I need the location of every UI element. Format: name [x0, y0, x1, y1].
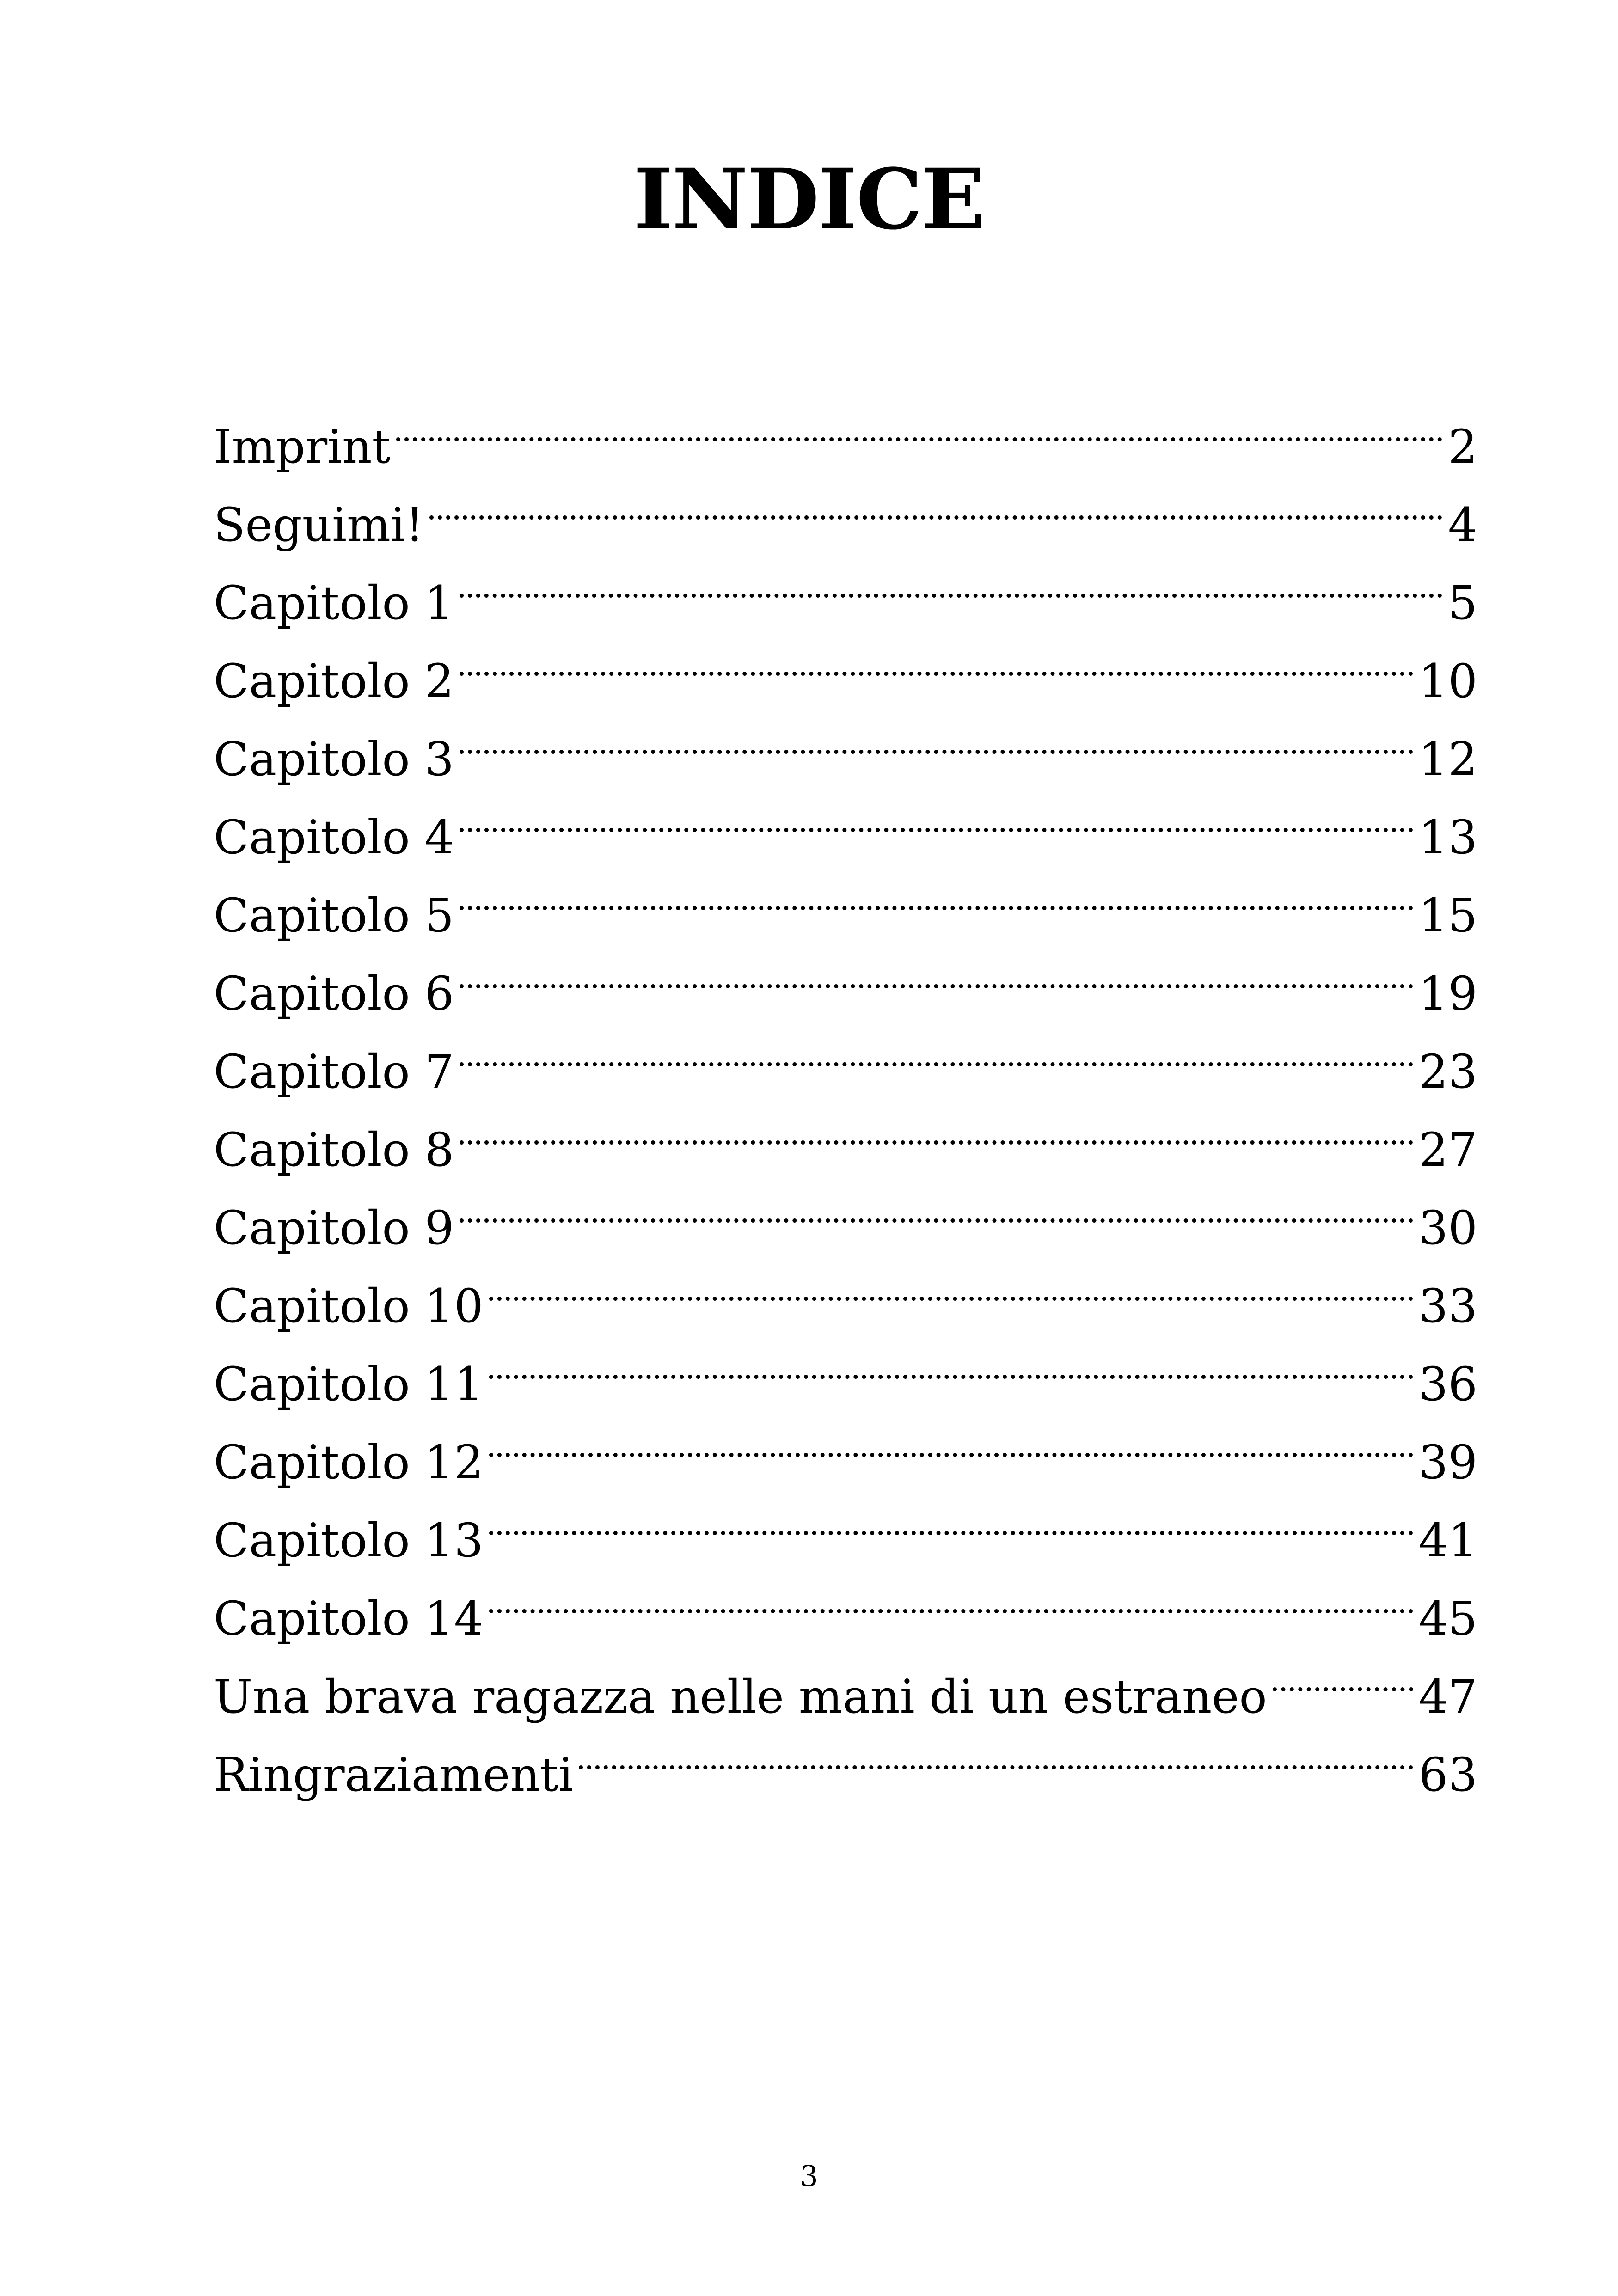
dot-leader — [396, 385, 1443, 463]
dot-leader — [460, 697, 1413, 775]
toc-entry-label: Capitolo 14 — [214, 1592, 484, 1646]
dot-leader — [460, 1088, 1413, 1166]
toc-entry-page: 63 — [1418, 1748, 1477, 1802]
toc-entry-page: 23 — [1418, 1045, 1477, 1099]
toc-entry-label: Capitolo 5 — [214, 888, 454, 943]
toc-entry-label: Capitolo 4 — [214, 810, 454, 864]
dot-leader — [460, 931, 1413, 1010]
toc-entry-label: Seguimi! — [214, 498, 424, 552]
toc-entry-page: 15 — [1418, 888, 1477, 943]
dot-leader — [489, 1478, 1413, 1556]
toc-entry-label: Capitolo 10 — [214, 1279, 484, 1333]
toc-entry-page: 12 — [1418, 732, 1477, 786]
dot-leader — [429, 463, 1442, 541]
toc-entry-label: Capitolo 12 — [214, 1435, 484, 1489]
dot-leader — [460, 1010, 1413, 1088]
toc-entry-label: Capitolo 9 — [214, 1201, 454, 1255]
dot-leader — [489, 1244, 1413, 1322]
toc-entry-label: Capitolo 7 — [214, 1045, 454, 1099]
dot-leader — [579, 1713, 1413, 1791]
toc-entry-page: 45 — [1418, 1592, 1477, 1646]
dot-leader — [489, 1400, 1413, 1478]
toc-entry-label: Capitolo 11 — [214, 1357, 484, 1411]
table-of-contents — [214, 385, 1477, 1802]
toc-entry-page: 36 — [1418, 1357, 1477, 1411]
dot-leader — [489, 1322, 1413, 1400]
toc-entry-label: Capitolo 13 — [214, 1513, 484, 1567]
dot-leader — [1273, 1635, 1413, 1713]
page-number: 3 — [800, 2159, 818, 2193]
toc-entry-page: 4 — [1448, 498, 1477, 552]
dot-leader — [460, 1166, 1413, 1244]
toc-entry-page: 2 — [1448, 420, 1477, 474]
toc-entry-label: Capitolo 8 — [214, 1123, 454, 1177]
toc-entry[interactable] — [214, 385, 1477, 474]
toc-entry-page: 19 — [1418, 967, 1477, 1021]
toc-entry-label: Capitolo 1 — [214, 576, 454, 630]
toc-entry-page: 10 — [1418, 654, 1477, 708]
dot-leader — [460, 775, 1413, 853]
toc-entry-page: 27 — [1418, 1123, 1477, 1177]
toc-entry-label: Una brava ragazza nelle mani di un estraneo — [214, 1670, 1267, 1724]
toc-entry-label: Capitolo 3 — [214, 732, 454, 786]
dot-leader — [460, 541, 1442, 619]
toc-entry-page: 5 — [1448, 576, 1477, 630]
toc-entry[interactable] — [214, 463, 1477, 552]
page-title: INDICE — [634, 151, 984, 248]
toc-entry-page: 47 — [1418, 1670, 1477, 1724]
toc-entry-page: 39 — [1418, 1435, 1477, 1489]
toc-entry-page: 13 — [1418, 810, 1477, 864]
toc-entry-label: Imprint — [214, 420, 391, 474]
toc-entry-label: Capitolo 6 — [214, 967, 454, 1021]
dot-leader — [489, 1556, 1413, 1635]
toc-entry-page: 33 — [1418, 1279, 1477, 1333]
toc-entry-page: 41 — [1418, 1513, 1477, 1567]
dot-leader — [460, 619, 1413, 697]
toc-entry-page: 30 — [1418, 1201, 1477, 1255]
dot-leader — [460, 853, 1413, 931]
toc-entry-label: Ringraziamenti — [214, 1748, 573, 1802]
toc-entry-label: Capitolo 2 — [214, 654, 454, 708]
